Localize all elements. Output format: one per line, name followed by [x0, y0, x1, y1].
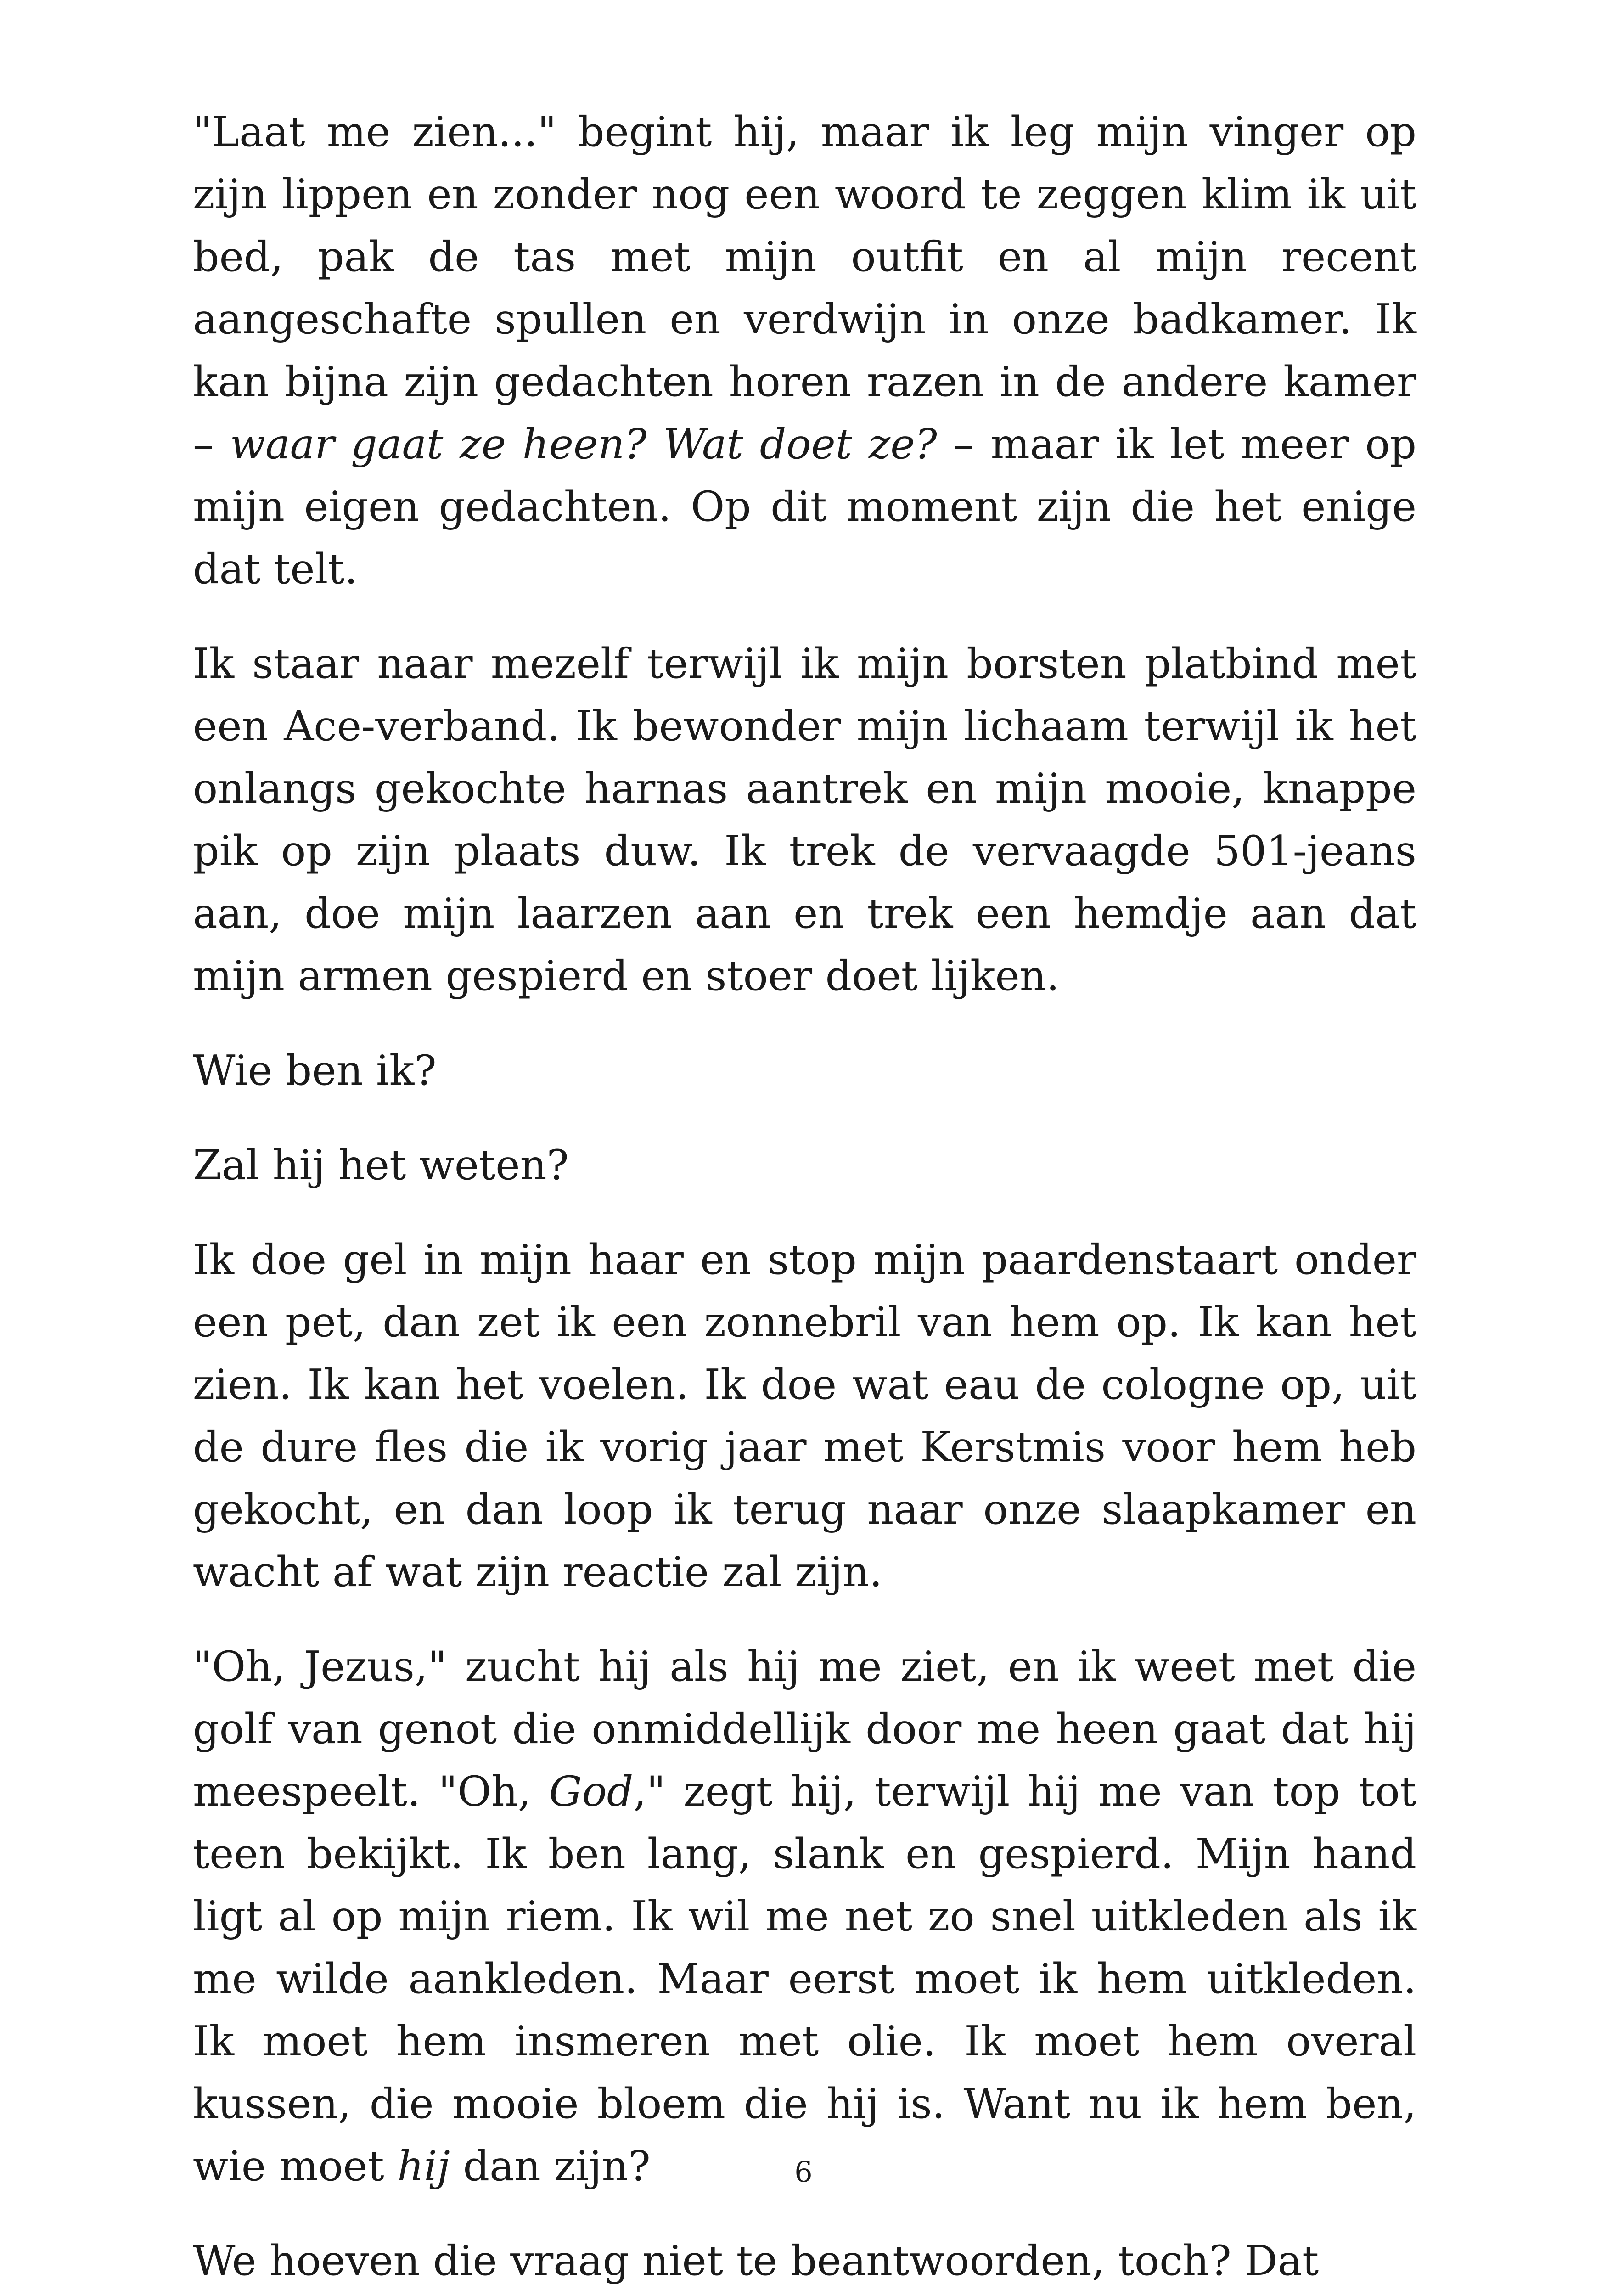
page-number: 6	[794, 2155, 813, 2189]
paragraph-6-text-e: dan zijn?	[450, 2142, 651, 2190]
paragraph-6-italic-hij: hij	[397, 2142, 450, 2190]
paragraph-3: Wie ben ik?	[193, 1047, 437, 1095]
paragraph-1	[193, 101, 1416, 601]
paragraph-1-text-a: "Laat me zien..." begint hij, maar ik leg mijn vinger op zijn lippen en zonder nog een woord te zeggen klim ik uit bed, pak de tas met mijn outfit en al mijn recent aangeschafte spullen en verdwijn in onze badkamer. Ik kan bijna zijn gedachten horen razen in de andere kamer –	[193, 108, 1416, 468]
page-body	[193, 101, 1416, 2296]
paragraph-6-italic-god: God	[549, 1767, 634, 1816]
paragraph-4: Zal hij het weten?	[193, 1141, 569, 1189]
paragraph-2: Ik staar naar mezelf terwijl ik mijn borsten platbind met een Ace-verband. Ik bewonder mijn lichaam terwijl ik het onlangs gekochte harnas aantrek en mijn mooie, knappe pik op zijn plaats duw. Ik trek de vervaagde 501-jeans aan, doe mijn laarzen aan en trek een hemdje aan dat mijn armen gespierd en stoer doet lijken.	[193, 640, 1416, 1000]
paragraph-5: Ik doe gel in mijn haar en stop mijn paardenstaart onder een pet, dan zet ik een zonnebril van hem op. Ik kan het zien. Ik kan het voelen. Ik doe wat eau de cologne op, uit de dure fles die ik vorig jaar met Kerstmis voor hem heb gekocht, en dan loop ik terug naar onze slaapkamer en wacht af wat zijn reactie zal zijn.	[193, 1236, 1416, 1596]
paragraph-6	[193, 1636, 1416, 2198]
paragraph-7: We hoeven die vraag niet te beantwoorden, toch? Dat	[193, 2237, 1319, 2285]
paragraph-1-text-c: – maar ik let meer op mijn eigen gedachten. Op dit moment zijn die het enige dat telt.	[193, 420, 1417, 593]
paragraph-1-italic-text: waar gaat ze heen? Wat doet ze?	[230, 420, 937, 468]
paragraph-6-text-c: ," zegt hij, terwijl hij me van top tot teen bekijkt. Ik ben lang, slank en gespierd. Mijn hand ligt al op mijn riem. Ik wil me net zo snel uitkleden als ik me wilde aankleden. Maar eerst moet ik hem uitkleden. Ik moet hem insmeren met olie. Ik moet hem overal kussen, die mooie bloem die hij is. Want nu ik hem ben, wie moet	[193, 1767, 1416, 2190]
paragraph-6-text-a: "Oh, Jezus," zucht hij als hij me ziet, en ik weet met die golf van genot die onmiddellijk door me heen gaat dat hij meespeelt. "Oh,	[193, 1643, 1416, 1816]
